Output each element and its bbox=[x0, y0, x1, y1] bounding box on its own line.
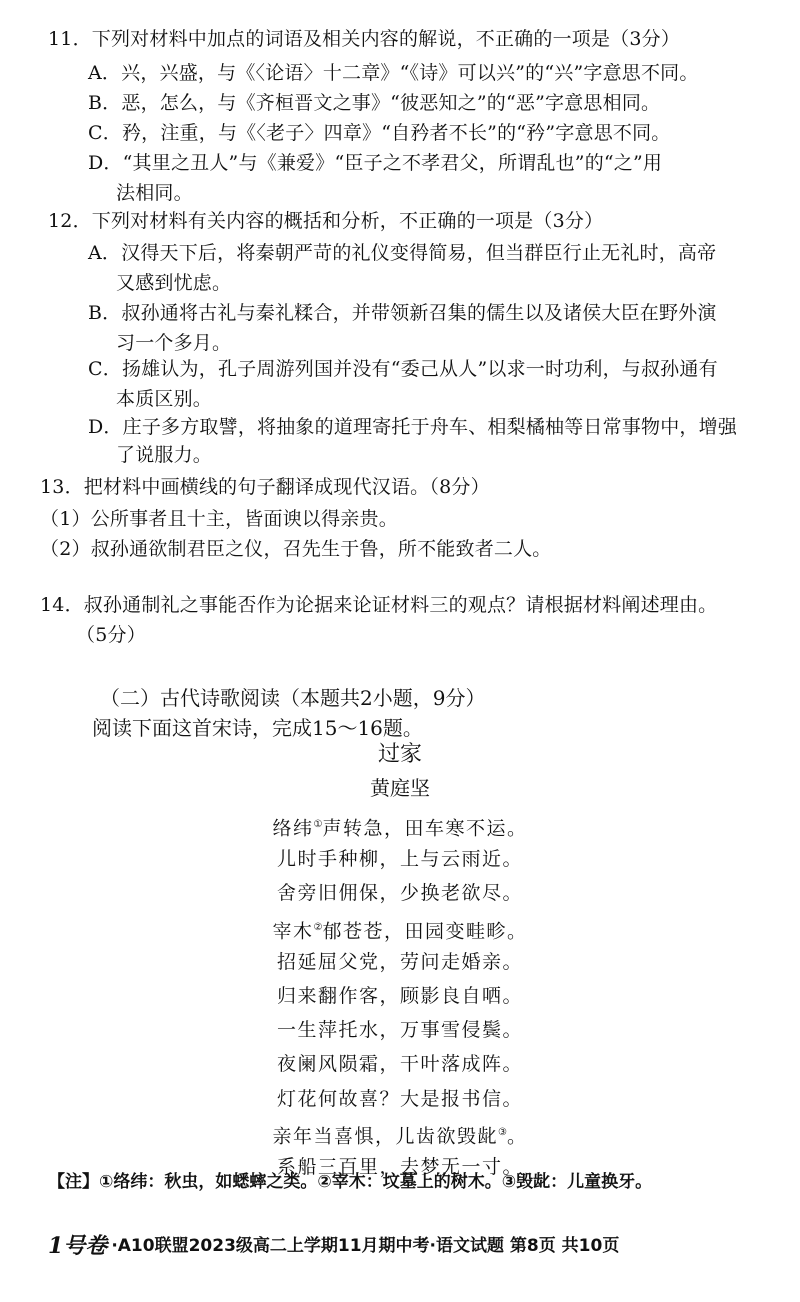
poem-line-text: 夜阑风陨霜，干叶落成阵。 bbox=[276, 1053, 523, 1076]
poem-title: 过家 bbox=[377, 742, 422, 767]
poem-note: 【注】①络纬：秋虫，如蟋蟀之类。②宰木：坟墓上的树木。③毁龀：儿童换牙。 bbox=[48, 1172, 653, 1192]
poem-line bbox=[0, 1086, 800, 1112]
section-heading: （二）古代诗歌阅读（本题共2小题，9分） bbox=[100, 686, 486, 710]
footnote-marker: ③ bbox=[498, 1126, 507, 1138]
poem-line bbox=[0, 915, 800, 944]
q11-option-d-line1: D．“其里之丑人”与《兼爱》“臣子之不孝君父，所谓乱也”的“之”用 bbox=[88, 152, 663, 174]
q11-option-b: B．恶，怎么，与《齐桓晋文之事》“彼恶知之”的“恶”字意思相同。 bbox=[88, 92, 661, 114]
q13-stem: 13．把材料中画横线的句子翻译成现代汉语。（8分） bbox=[40, 476, 490, 498]
q11-stem: 11．下列对材料中加点的词语及相关内容的解说，不正确的一项是（3分） bbox=[48, 28, 681, 50]
publisher-logo: 1号卷 bbox=[48, 1233, 108, 1259]
poem-line-rest: 声转急，田车寒不运。 bbox=[322, 817, 528, 840]
poem-line-text: 亲年当喜惧，儿齿欲毁龀 bbox=[272, 1125, 499, 1148]
poem-line bbox=[0, 1120, 800, 1149]
poem-line-text: 灯花何故喜？大是报书信。 bbox=[276, 1087, 523, 1110]
poem-line bbox=[0, 1051, 800, 1077]
q12-option-c-line1: C．扬雄认为，孔子周游列国并没有“委己从人”以求一时功利，与叔孙通有 bbox=[88, 358, 718, 380]
q12-option-d-line1: D．庄子多方取譬，将抽象的道理寄托于舟车、相梨橘柚等日常事物中，增强 bbox=[88, 416, 738, 438]
q12-option-a-line1: A．汉得天下后，将秦朝严苛的礼仪变得简易，但当群臣行止无礼时，高帝 bbox=[88, 242, 717, 264]
q11-option-d-line2: 法相同。 bbox=[116, 182, 193, 204]
poem-line bbox=[0, 983, 800, 1009]
q14-stem-line2: （5分） bbox=[76, 624, 146, 646]
section-instruction: 阅读下面这首宋诗，完成15～16题。 bbox=[92, 716, 423, 740]
poem-line bbox=[0, 1017, 800, 1043]
q12-option-b-line2: 习一个多月。 bbox=[116, 332, 232, 354]
page-footer bbox=[48, 1234, 619, 1258]
poem-line bbox=[0, 949, 800, 975]
q13-sentence-2: （2）叔孙通欲制君臣之仪，召先生于鲁，所不能致者二人。 bbox=[40, 538, 552, 560]
footer-text: ·A10联盟2023级高二上学期11月期中考·语文试题 第8页 共10页 bbox=[111, 1236, 620, 1256]
poem-author: 黄庭坚 bbox=[370, 776, 430, 800]
q11-option-c: C．矜，注重，与《〈老子〉四章》“自矜者不长”的“矜”字意思不同。 bbox=[88, 122, 671, 144]
q12-option-a-line2: 又感到忧虑。 bbox=[116, 272, 232, 294]
footnote-marker: ② bbox=[313, 921, 323, 933]
q12-option-b-line1: B．叔孙通将古礼与秦礼糅合，并带领新召集的儒生以及诸侯大臣在野外演 bbox=[88, 302, 717, 324]
poem-line bbox=[0, 812, 800, 841]
poem-line-rest: 。 bbox=[506, 1125, 528, 1148]
poem-line-text: 一生萍托水，万事雪侵鬓。 bbox=[276, 1019, 523, 1042]
footnote-marker: ① bbox=[313, 819, 323, 830]
poem-line-text: 系船三百里，去梦无一寸。 bbox=[276, 1156, 523, 1178]
poem-line-text: 招延屈父党，劳问走婚亲。 bbox=[276, 950, 523, 973]
poem-line bbox=[0, 880, 800, 906]
poem-line bbox=[0, 846, 800, 872]
q13-sentence-1: （1）公所事者且十主，皆面谀以得亲贵。 bbox=[40, 508, 398, 530]
q11-option-a: A．兴，兴盛，与《〈论语〉十二章》“《诗》可以兴”的“兴”字意思不同。 bbox=[88, 62, 699, 84]
poem-line-text: 络纬 bbox=[272, 817, 314, 840]
poem-line-text: 归来翻作客，顾影良自哂。 bbox=[276, 985, 523, 1007]
q14-stem-line1: 14．叔孙通制礼之事能否作为论据来论证材料三的观点？请根据材料阐述理由。 bbox=[40, 594, 718, 616]
poem-line-text: 舍旁旧佣保，少换老欲尽。 bbox=[276, 882, 523, 905]
q12-option-d-line2: 了说服力。 bbox=[116, 444, 213, 466]
poem-line-rest: 郁苍苍，田园变畦畛。 bbox=[322, 919, 528, 942]
q12-option-c-line2: 本质区别。 bbox=[116, 388, 213, 410]
poem-line-text: 宰木 bbox=[272, 919, 314, 942]
poem-line-text: 儿时手种柳，上与云雨近。 bbox=[276, 848, 523, 871]
q12-stem: 12．下列对材料有关内容的概括和分析，不正确的一项是（3分） bbox=[48, 210, 604, 232]
